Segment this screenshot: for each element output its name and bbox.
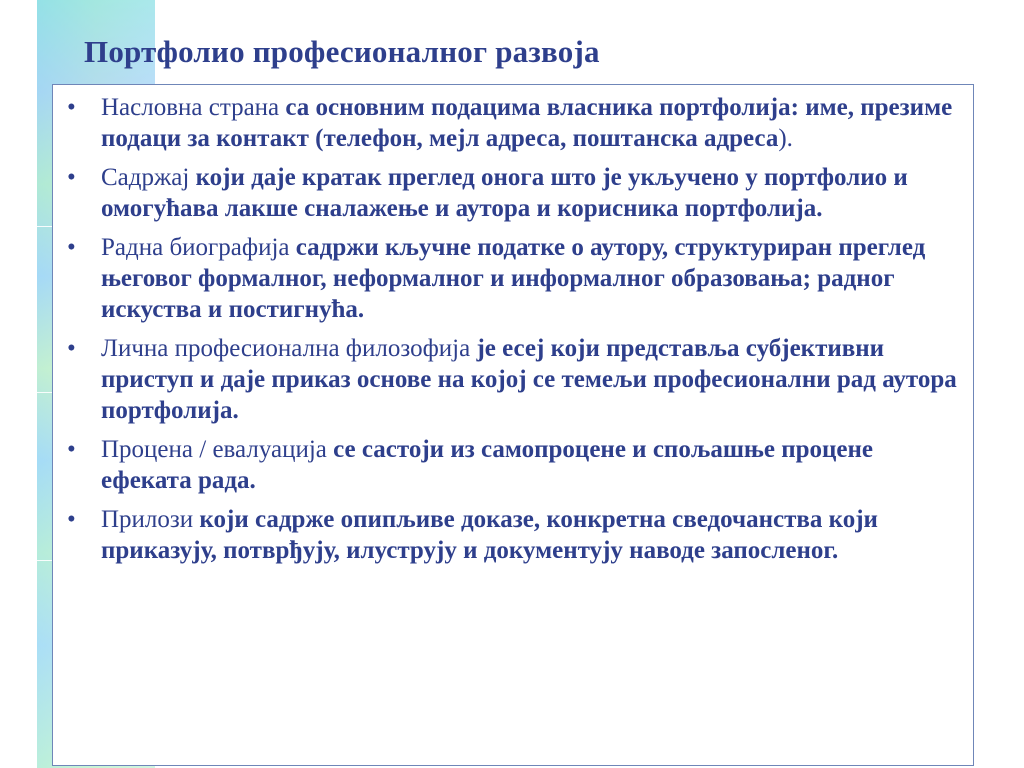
list-item bbox=[63, 434, 959, 496]
list-item bbox=[63, 92, 959, 154]
bullet-icon: • bbox=[67, 94, 76, 121]
bullet-icon: • bbox=[67, 234, 76, 261]
bullet-body: садржи кључне податке о аутору, структуриран преглед његовог формалног, неформалног и информалног образовања; радног искуства и постигнућа. bbox=[101, 234, 926, 323]
bullet-body: са основним подацима власника портфолија: име, презиме подаци за контакт (телефон, мејл адреса, поштанска адреса bbox=[101, 94, 953, 152]
bullet-icon: • bbox=[67, 506, 76, 533]
list-item bbox=[63, 504, 959, 566]
bullet-icon: • bbox=[67, 335, 76, 362]
bullet-lead: Насловна страна bbox=[101, 94, 286, 121]
bullet-lead: Прилози bbox=[101, 506, 200, 533]
list-item bbox=[63, 162, 959, 224]
bullet-lead: Процена / евалуација bbox=[101, 436, 334, 463]
list-item bbox=[63, 333, 959, 426]
bullet-icon: • bbox=[67, 164, 76, 191]
slide-title: Портфолио професионалног развоја bbox=[84, 34, 600, 69]
bullet-icon: • bbox=[67, 436, 76, 463]
bullet-body: који даје кратак преглед онога што је укључено у портфолио и омогућава лакше сналажење и аутора и корисника портфолија. bbox=[101, 164, 908, 222]
bullet-lead: Садржај bbox=[101, 164, 196, 191]
list-item bbox=[63, 232, 959, 325]
bullet-body: се састоји из самопроцене и спољашње процене ефеката рада. bbox=[101, 436, 874, 494]
content-box bbox=[52, 84, 974, 766]
bullet-body: који садрже опипљиве доказе, конкретна сведочанства који приказују, потврђују, илуструју и документују наводе запосленог. bbox=[101, 506, 878, 564]
bullet-lead: Лична професионална филозофија bbox=[101, 335, 477, 362]
bullet-list bbox=[63, 92, 959, 566]
bullet-body: је есеј који представља субјективни приступ и даје приказ основе на којој се темељи професионални рад аутора портфолија. bbox=[101, 335, 957, 424]
bullet-tail: ). bbox=[778, 125, 793, 152]
bullet-lead: Радна биографија bbox=[101, 234, 296, 261]
